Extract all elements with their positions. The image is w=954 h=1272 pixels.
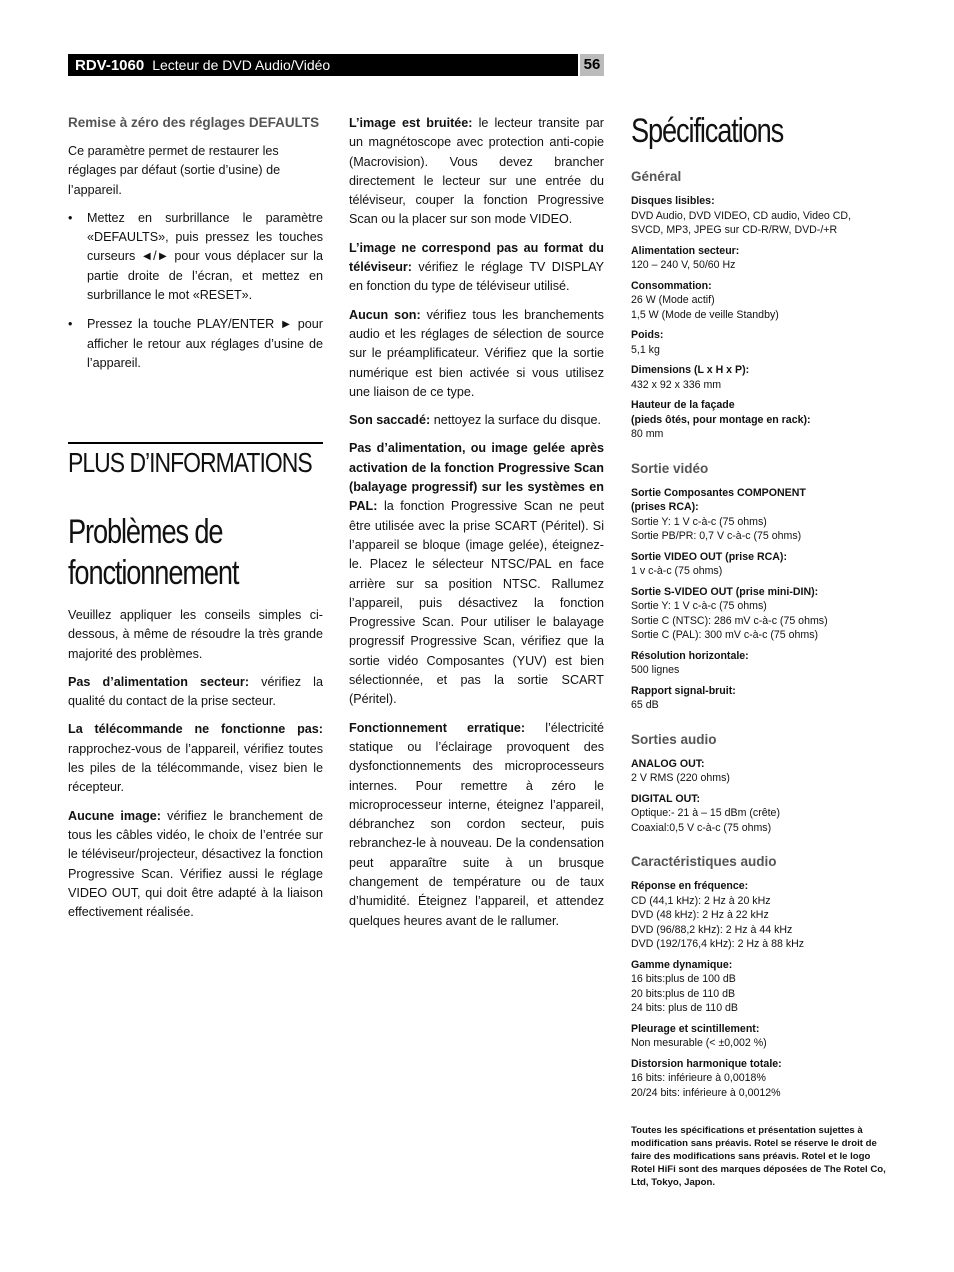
- troubleshooting-item: [349, 306, 604, 402]
- spec-value: 1 v c-à-c (75 ohms): [631, 565, 723, 577]
- item-label: Pas d’alimentation secteur:: [68, 674, 250, 689]
- spec-item: [631, 279, 891, 323]
- page-header: [68, 54, 604, 76]
- spec-item: [631, 363, 891, 392]
- item-text: vérifiez la qualité du contact de la prise secteur.: [68, 674, 323, 709]
- spec-value: 16 bits: inférieure à 0,0018% 20/24 bits: inférieure à 0,0012%: [631, 1072, 781, 1099]
- spec-value: 5,1 kg: [631, 343, 660, 356]
- item-label: Aucune image:: [68, 808, 161, 823]
- spec-gap: [631, 448, 891, 460]
- troubleshooting-column-1: [68, 606, 323, 931]
- spec-label: Hauteur de la façade (pieds ôtés, pour montage en rack):: [631, 399, 811, 426]
- spec-label: Sortie S-VIDEO OUT (prise mini-DIN):: [631, 585, 819, 598]
- spec-value: 120 – 240 V, 50/60 Hz: [631, 259, 736, 271]
- spec-item: [631, 1022, 891, 1051]
- spec-label: Rapport signal-bruit:: [631, 684, 736, 697]
- page-number: 56: [580, 54, 604, 76]
- spec-section-heading: Sortie vidéo: [631, 460, 709, 476]
- troubleshooting-item: [349, 239, 604, 297]
- spec-value: Sortie Y: 1 V c-à-c (75 ohms) Sortie C (NTSC): 286 mV c-à-c (75 ohms) Sortie C (PAL): 300 mV c-à-c (75 ohms): [631, 600, 828, 641]
- header-bar: [68, 54, 578, 76]
- item-label: Aucun son:: [349, 307, 421, 322]
- spec-value: 2 V RMS (220 ohms): [631, 772, 730, 784]
- model-name: RDV-1060: [75, 57, 145, 74]
- reset-steps: [68, 209, 323, 373]
- spec-gap: [631, 841, 891, 853]
- column-1: [68, 114, 323, 383]
- item-text: la fonction Progressive Scan ne peut être utilisée avec la prise SCART (Péritel). Si l’appareil se bloque (image gelée), éteignez-le. Placez le sélecteur NTSC/PAL en face arrière sur sa position NTSC. Rallumez l’appareil, puis désactivez la fonction Progressive Scan. Pour utiliser le balayage progressif Progressive Scan, vérifiez que la sortie vidéo Composantes (YUV) est bien sélectionnée, et pas la sortie SCART (Péritel).: [349, 499, 604, 707]
- spec-label: Pleurage et scintillement:: [631, 1022, 760, 1035]
- list-item: • Pressez la touche PLAY/ENTER ► pour afficher le retour aux réglages d’usine de l’appareil.: [68, 315, 323, 373]
- troubleshooting-item: [68, 807, 323, 923]
- reset-intro: Ce paramètre permet de restaurer les réglages par défaut (sortie d’usine) de l’appareil.: [68, 144, 281, 197]
- title-line: Problèmes de: [68, 513, 223, 551]
- item-text: vérifiez tous les branchements audio et les réglages de sélection de source sur le préamplificateur. Vérifiez que la sortie numérique est bien activée si vous utilisez une liaison de ce type.: [349, 307, 604, 399]
- title-line: fonctionnement: [68, 554, 239, 592]
- spec-item: [631, 879, 891, 952]
- troubleshooting-item: [68, 673, 323, 712]
- spec-label: Poids:: [631, 329, 664, 341]
- spec-value: Non mesurable (< ±0,002 %): [631, 1037, 767, 1049]
- troubleshooting-item: [349, 719, 604, 931]
- spec-value: CD (44,1 kHz): 2 Hz à 20 kHz DVD (48 kHz): 2 Hz à 22 kHz DVD (96/88,2 kHz): 2 Hz à 44 kHz DVD (192/176,4 kHz): 2 Hz à 88 kHz: [631, 894, 805, 950]
- spec-item: [631, 398, 891, 442]
- spec-value: 432 x 92 x 336 mm: [631, 378, 722, 391]
- item-text: rapprochez-vous de l’appareil, vérifiez toutes les piles de la télécommande, visez bien le récepteur.: [68, 741, 323, 795]
- spec-label: Alimentation secteur:: [631, 244, 740, 257]
- spec-item: [631, 486, 891, 544]
- spec-item: [631, 649, 891, 678]
- spec-item: [631, 585, 891, 643]
- spec-value: 500 lignes: [631, 664, 680, 676]
- spec-label: Résolution horizontale:: [631, 649, 749, 662]
- item-label: Son saccadé:: [349, 413, 431, 428]
- item-text: le lecteur transite par un magnétoscope avec protection anti-copie (Macrovision). Vous devez brancher directement le lecteur sur une entrée du téléviseur, couper la fonction Progressive Scan ou la placer sur son mode VIDEO.: [349, 116, 604, 227]
- spec-label: Gamme dynamique:: [631, 958, 733, 971]
- spec-item: [631, 550, 891, 579]
- spec-value: Sortie Y: 1 V c-à-c (75 ohms) Sortie PB/PR: 0,7 V c-à-c (75 ohms): [631, 515, 802, 542]
- spec-value: 26 W (Mode actif) 1,5 W (Mode de veille Standby): [631, 294, 779, 321]
- troubleshooting-item: [349, 114, 604, 230]
- troubleshooting-intro: Veuillez appliquer les conseils simples ci-dessous, à même de résoudre la très grande majorité des problèmes.: [68, 608, 323, 661]
- troubleshooting-item: [68, 720, 323, 797]
- item-label: L’image ne correspond pas au format du téléviseur:: [349, 240, 604, 275]
- specifications-column: [631, 110, 891, 1189]
- spec-label: Dimensions (L x H x P):: [631, 364, 750, 376]
- spec-item: [631, 958, 891, 1016]
- item-text: vérifiez le branchement de tous les câbles vidéo, le choix de l’entrée sur le téléviseur/projecteur, désactivez la fonction Progressive Scan. Vérifiez aussi le réglage VIDEO OUT, qui doit être adapté à la liaison effectivement réalisée.: [68, 808, 323, 920]
- spec-label: Disques lisibles:: [631, 195, 715, 207]
- spec-label: Sortie VIDEO OUT (prise RCA):: [631, 550, 787, 563]
- item-label: L’image est bruitée:: [349, 116, 473, 130]
- spec-value: Optique:- 21 à – 15 dBm (crête) Coaxial:0,5 V c-à-c (75 ohms): [631, 807, 780, 834]
- spec-value: 80 mm: [631, 428, 664, 440]
- troubleshooting-item: [349, 411, 604, 430]
- spec-gap: [631, 1106, 891, 1118]
- page-title: [68, 512, 238, 594]
- spec-section-heading: Général: [631, 169, 682, 184]
- spec-label: DIGITAL OUT:: [631, 792, 701, 805]
- spec-value: DVD Audio, DVD VIDEO, CD audio, Video CD, SVCD, MP3, JPEG sur CD-R/RW, DVD-/+R: [631, 209, 852, 236]
- list-item: • Mettez en surbrillance le paramètre «DEFAULTS», puis pressez les touches curseurs ◄/► pour vous déplacer sur la partie droite de l’écran, et mettez en surbrillance le mot «RESET».: [68, 209, 323, 305]
- spec-item: [631, 1057, 891, 1101]
- section-divider: [68, 442, 323, 444]
- spec-item: [631, 244, 891, 273]
- item-text: l’électricité statique ou l’éclairage provoquent des dysfonctionnements des microprocesseurs internes. Pour remettre à zéro le microprocesseur interne, éteignez l’appareil, débranchez son cordon secteur, puis rebranchez-le à nouveau. De la condensation peut apparaître suite à un brusque changement de température ou de taux d’humidité. Éteignez l’appareil, et attendez quelques heures avant de le rallumer.: [349, 720, 604, 928]
- spec-value: 65 dB: [631, 699, 659, 711]
- spec-disclaimer: Toutes les spécifications et présentation sujettes à modification sans préavis. Rotel se réserve le droit de faire des modifications sans préavis. Rotel et le logo Rotel HiFi sont des marques déposées de The Rotel Co, Ltd, Tokyo, Japon.: [631, 1125, 886, 1188]
- spec-item: [631, 684, 891, 713]
- spec-item: [631, 792, 891, 836]
- document-title: Lecteur de DVD Audio/Vidéo: [152, 57, 331, 73]
- spec-label: Consommation:: [631, 279, 712, 292]
- spec-label: Distorsion harmonique totale:: [631, 1057, 782, 1070]
- section-heading: PLUS D’INFORMATIONS: [68, 447, 312, 478]
- troubleshooting-column-2: [349, 114, 604, 940]
- spec-section-heading: Sorties audio: [631, 731, 717, 747]
- item-label: Fonctionnement erratique:: [349, 720, 526, 735]
- spec-item: [631, 328, 891, 357]
- item-text: nettoyez la surface du disque.: [430, 413, 602, 428]
- specifications-body: [631, 168, 891, 1189]
- spec-item: [631, 194, 891, 238]
- troubleshooting-item: [349, 439, 604, 709]
- spec-section-heading: Caractéristiques audio: [631, 854, 777, 869]
- spec-gap: [631, 719, 891, 731]
- spec-label: Réponse en fréquence:: [631, 880, 749, 892]
- item-text: vérifiez le réglage TV DISPLAY en fonction du type de téléviseur utilisé.: [349, 260, 604, 294]
- item-label: Pas d’alimentation, ou image gelée après activation de la fonction Progressive Scan (balayage progressif) sur les systèmes en PAL:: [349, 441, 604, 514]
- spec-label: ANALOG OUT:: [631, 757, 705, 770]
- spec-label: Sortie Composantes COMPONENT (prises RCA):: [631, 486, 806, 513]
- item-label: La télécommande ne fonctionne pas:: [68, 722, 323, 737]
- reset-heading: Remise à zéro des réglages DEFAULTS: [68, 115, 320, 130]
- spec-value: 16 bits:plus de 100 dB 20 bits:plus de 110 dB 24 bits: plus de 110 dB: [631, 973, 738, 1014]
- spec-item: [631, 757, 891, 786]
- specifications-title: Spécifications: [631, 112, 784, 150]
